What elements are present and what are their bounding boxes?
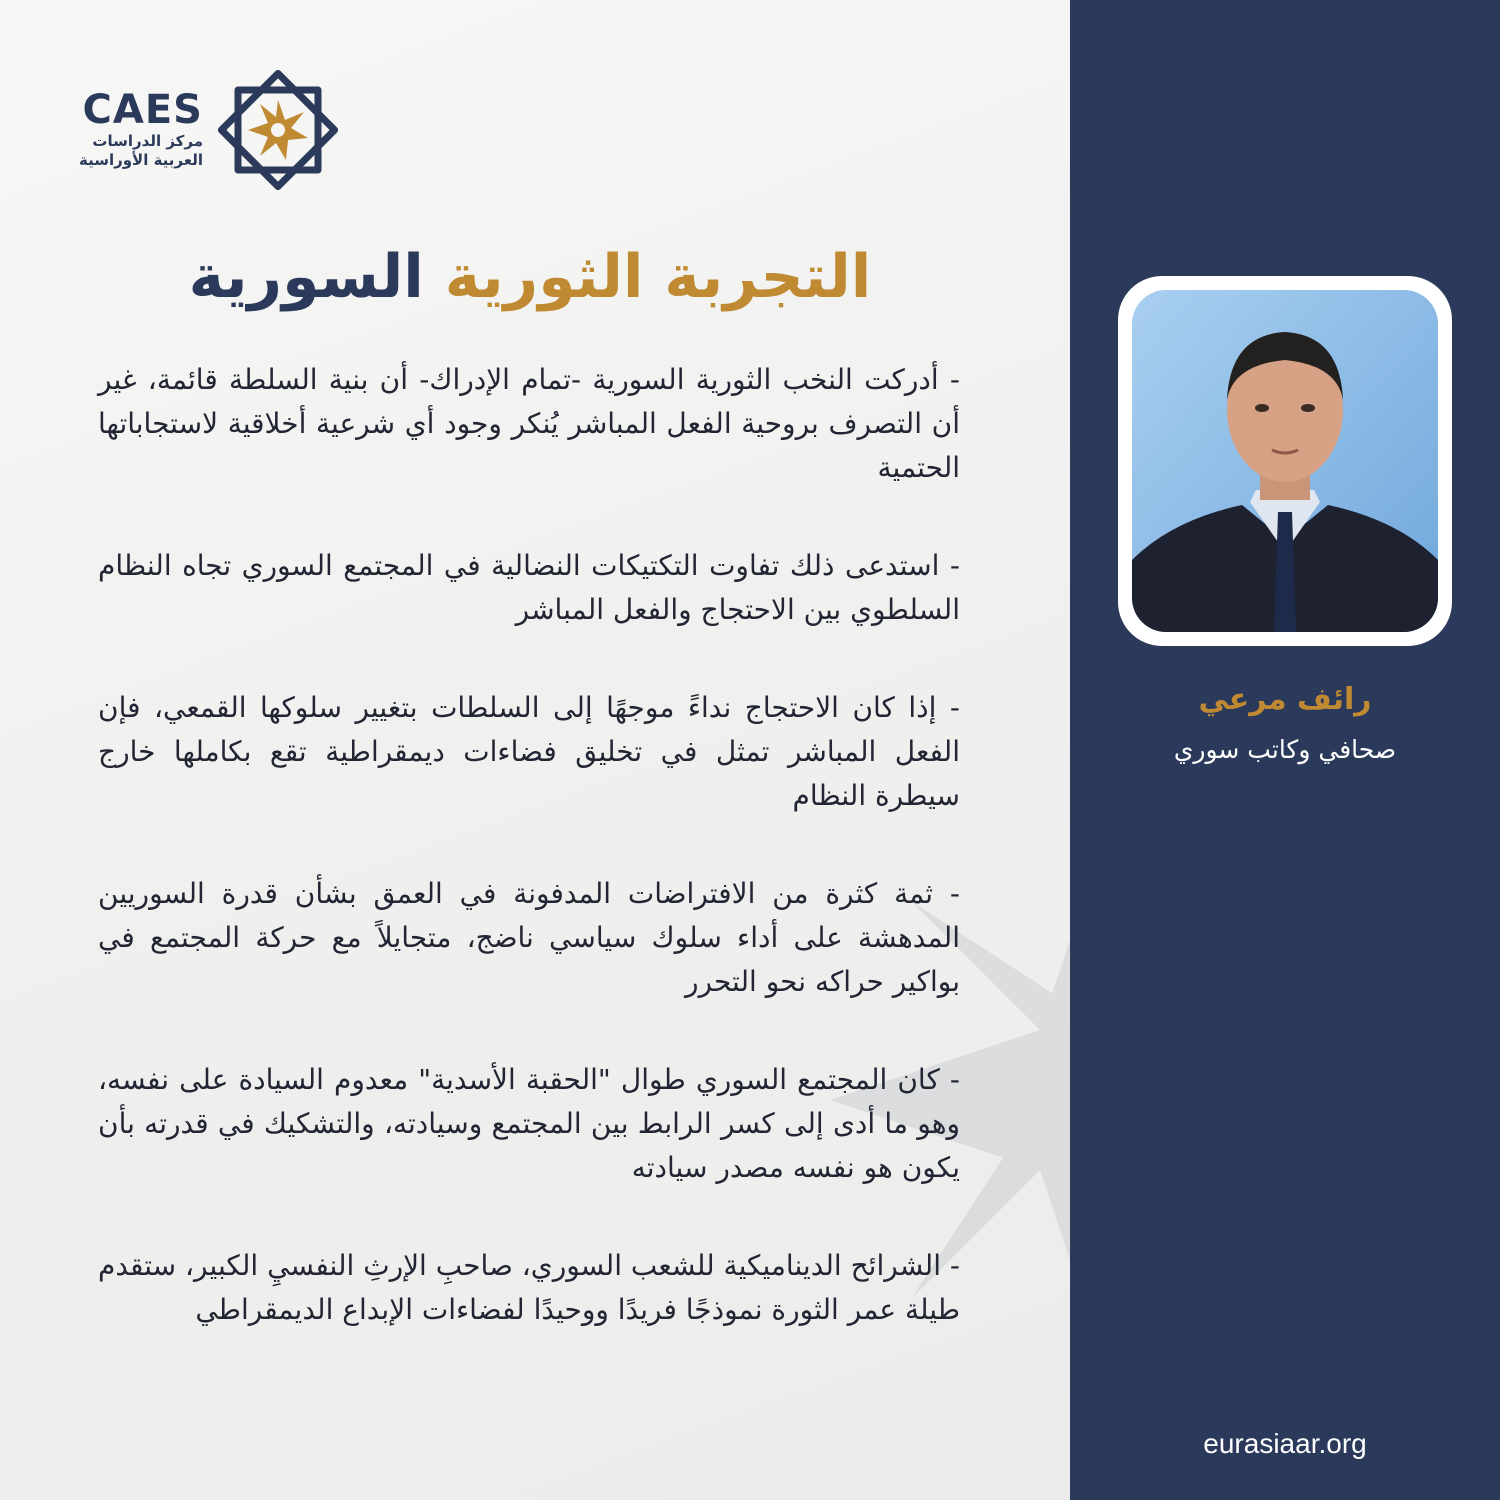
title-main: السورية [188, 242, 424, 312]
paragraph-5: - كان المجتمع السوري طوال "الحقبة الأسدية" معدوم السيادة على نفسه، وهو ما أدى إلى كسر الرابط بين المجتمع وسيادته، والتشكيك في قدرته بأن يكون هو نفسه مصدر سيادته [98, 1063, 960, 1184]
logo-text [78, 88, 203, 170]
caes-logo [78, 70, 340, 195]
website-link[interactable]: eurasiaar.org [1203, 1428, 1367, 1459]
author-name: رائف مرعي [1198, 682, 1372, 717]
author-portrait-image [1132, 290, 1438, 632]
title-highlight: التجربة الثورية [444, 242, 872, 312]
paragraph-4: - ثمة كثرة من الافتراضات المدفونة في العمق بشأن قدرة السوريين المدهشة على أداء سلوك سياسي ناضج، متجايلاً مع حركة المجتمع في بواكير حراكه نحو التحرر [98, 877, 960, 998]
eight-point-star-logo-icon [218, 70, 338, 190]
paragraph-1: - أدركت النخب الثورية السورية -تمام الإدراك- أن بنية السلطة قائمة، غير أن التصرف بروحية الفعل المباشر يُنكر وجود أي شرعية أخلاقية لاستجاباتها الحتمية [98, 363, 960, 484]
paragraph-6: - الشرائح الديناميكية للشعب السوري، صاحبِ الإرثِ النفسيِ الكبير، ستقدم طيلة عمر الثورة نموذجًا فريدًا ووحيدًا لفضاءات الإبداع الديمقراطي [98, 1249, 960, 1326]
logo-name-line2: العربية الأوراسية [78, 151, 203, 169]
author-portrait [1132, 290, 1438, 632]
author-role: صحافي وكاتب سوري [1173, 735, 1397, 764]
logo-name-line1: مركز الدراسات [92, 132, 203, 150]
article-body [98, 358, 960, 1386]
paragraph-2: - استدعى ذلك تفاوت التكتيكات النضالية في المجتمع السوري تجاه النظام السلطوي بين الاحتجاج والفعل المباشر [98, 549, 960, 626]
paragraph-3: - إذا كان الاحتجاج نداءً موجهًا إلى السلطات بتغيير سلوكها القمعي، فإن الفعل المباشر تمثل في تخليق فضاءات ديمقراطية تقع بكاملها خارج سيطرة النظام [98, 691, 960, 812]
logo-acronym: CAES [82, 87, 203, 133]
page-title [100, 232, 960, 322]
